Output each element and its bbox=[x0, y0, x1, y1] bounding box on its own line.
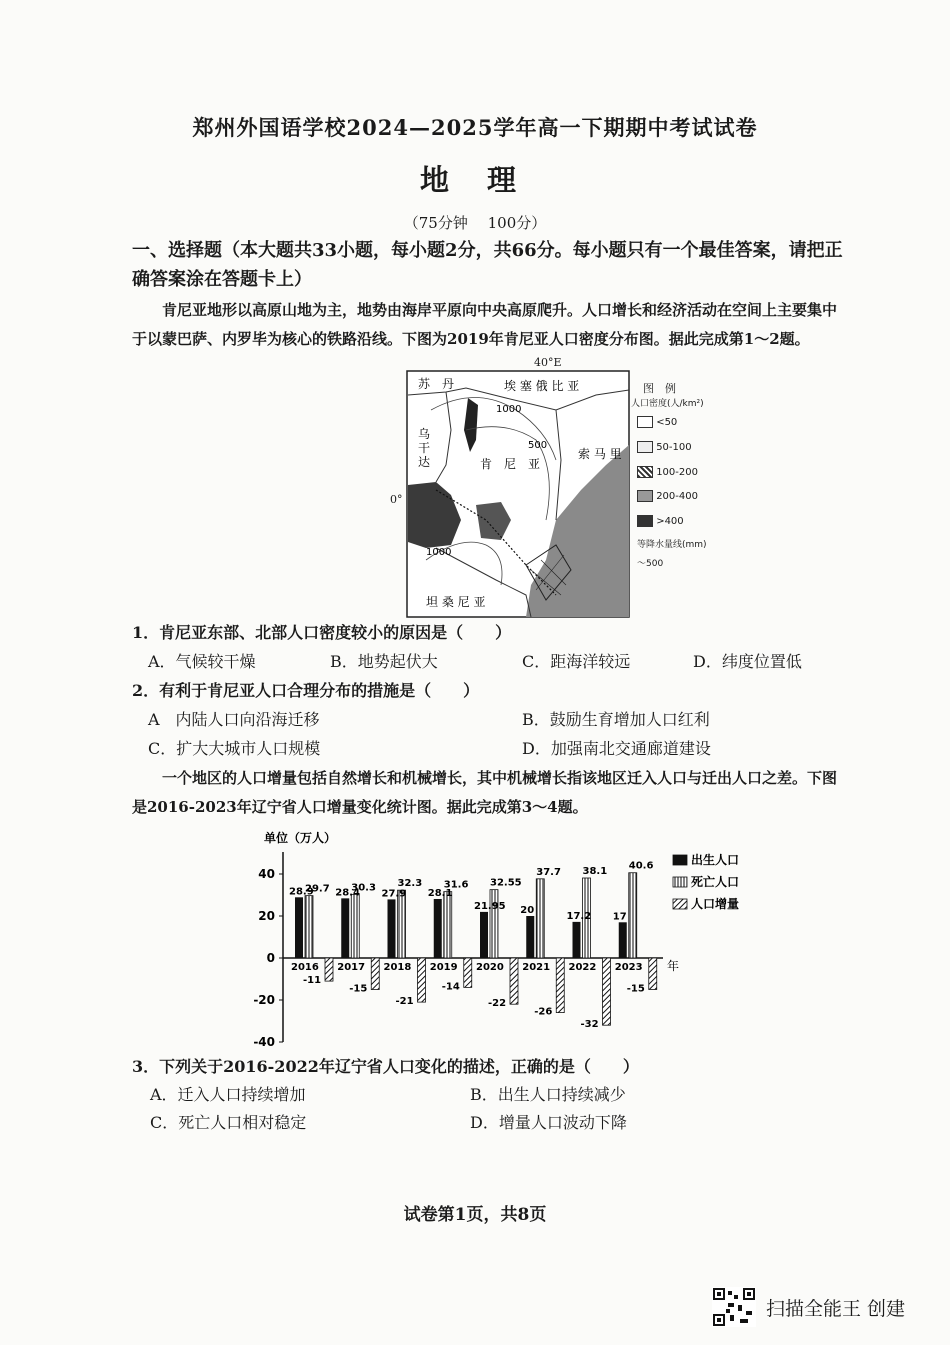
label-kenya: 肯 尼 亚 bbox=[480, 457, 541, 471]
bar-deaths bbox=[305, 896, 313, 958]
isoline-label-1: 1000 bbox=[496, 404, 522, 415]
label-sudan: 苏 丹 bbox=[418, 377, 455, 391]
q1-option-b[interactable]: B．地势起伏大 bbox=[330, 652, 438, 671]
label-increase: -22 bbox=[488, 998, 507, 1010]
label-deaths: 38.1 bbox=[582, 865, 608, 877]
subject-title: 地 理 bbox=[419, 163, 531, 197]
label-deaths: 37.7 bbox=[536, 866, 561, 878]
exam-title: 郑州外国语学校2024—2025学年高一下期期中考试试卷 bbox=[192, 115, 758, 140]
label-increase: -14 bbox=[441, 981, 460, 993]
bar-increase bbox=[649, 958, 657, 990]
label-ethiopia: 埃 塞 俄 比 亚 bbox=[504, 379, 580, 393]
q3-stem: 3．下列关于2016-2022年辽宁省人口变化的描述，正确的是（ ） bbox=[132, 1057, 639, 1076]
label-deaths: 32.55 bbox=[490, 877, 522, 889]
population-chart bbox=[248, 830, 740, 1049]
q1-option-c[interactable]: C．距海洋较远 bbox=[522, 652, 631, 671]
scanner-watermark: 扫描全能王 创建 bbox=[766, 1298, 906, 1320]
label-births: 20 bbox=[520, 905, 535, 916]
bar-births bbox=[388, 899, 396, 958]
bar-increase bbox=[510, 958, 518, 1004]
label-increase: -15 bbox=[626, 983, 645, 995]
legend-swatch bbox=[673, 899, 687, 909]
bar-births bbox=[341, 898, 349, 958]
category-label: 2020 bbox=[476, 962, 504, 973]
x-axis-label: 年 bbox=[667, 959, 680, 973]
label-births: 21.95 bbox=[474, 900, 506, 912]
label-increase: -11 bbox=[303, 975, 322, 987]
label-deaths: 29.7 bbox=[305, 883, 330, 895]
q3-option-d[interactable]: D．增量人口波动下降 bbox=[470, 1113, 627, 1132]
passage-2: 一个地区的人口增量包括自然增长和机械增长，其中机械增长指该地区迁入人口与迁出人口之差。下图是2016-2023年辽宁省人口增量变化统计图。据此完成第3～4题。 bbox=[132, 769, 838, 816]
map-latitude-label: 0° bbox=[390, 493, 403, 506]
category-label: 2023 bbox=[614, 962, 643, 973]
category-label: 2017 bbox=[337, 962, 366, 973]
map-longitude-label: 40°E bbox=[534, 356, 562, 369]
bar-increase bbox=[325, 958, 333, 981]
legend-label: 死亡人口 bbox=[691, 875, 740, 889]
bar-increase bbox=[464, 958, 472, 987]
legend-title: 图 例 bbox=[643, 382, 676, 395]
bar-deaths bbox=[398, 890, 406, 958]
map-legend bbox=[633, 380, 713, 600]
y-tick-label: 20 bbox=[258, 909, 275, 923]
legend-label: 人口增量 bbox=[691, 897, 740, 911]
q2-option-b[interactable]: B．鼓励生育增加人口红利 bbox=[522, 710, 710, 729]
bar-deaths bbox=[629, 873, 637, 958]
label-births: 27.9 bbox=[381, 888, 407, 900]
bar-increase bbox=[418, 958, 426, 1002]
bar-deaths bbox=[536, 879, 544, 958]
q1-option-a[interactable]: A．气候较干燥 bbox=[148, 652, 256, 671]
label-deaths: 31.6 bbox=[443, 879, 469, 891]
q2-option-c[interactable]: C．扩大大城市人口规模 bbox=[148, 739, 321, 758]
bar-births bbox=[526, 916, 534, 958]
bar-increase bbox=[603, 958, 611, 1025]
label-tanzania: 坦 桑 尼 亚 bbox=[426, 595, 486, 609]
legend-item-4: 200-400 bbox=[637, 490, 698, 502]
label-increase: -26 bbox=[534, 1006, 553, 1018]
chart-unit-label: 单位（万人） bbox=[264, 831, 337, 845]
isoline-label-2: 500 bbox=[528, 440, 548, 451]
label-increase: -15 bbox=[349, 983, 368, 995]
bar-increase bbox=[371, 958, 379, 990]
bar-births bbox=[619, 922, 627, 958]
bar-births bbox=[295, 897, 303, 958]
label-deaths: 32.3 bbox=[397, 878, 423, 890]
q1-option-d[interactable]: D．纬度位置低 bbox=[693, 652, 802, 671]
section-heading: 一、选择题（本大题共33小题，每小题2分，共66分。每小题只有一个最佳答案，请把正确答案涂在答题卡上） bbox=[132, 240, 843, 290]
bar-deaths bbox=[490, 890, 498, 958]
legend-isoline-title: 等降水量线(mm) bbox=[637, 540, 707, 550]
label-births: 28.4 bbox=[335, 887, 360, 899]
q2-option-d[interactable]: D．加强南北交通廊道建设 bbox=[522, 739, 711, 758]
isoline-label-3: 1000 bbox=[426, 547, 452, 558]
bar-increase bbox=[556, 958, 564, 1013]
category-label: 2019 bbox=[429, 962, 458, 973]
q3-option-a[interactable]: A．迁入人口持续增加 bbox=[150, 1085, 306, 1104]
y-tick-label: -20 bbox=[253, 993, 275, 1007]
legend-swatch bbox=[673, 877, 687, 887]
label-uganda-2: 干 bbox=[418, 441, 431, 455]
label-uganda-3: 达 bbox=[418, 455, 431, 469]
label-deaths: 40.6 bbox=[628, 860, 654, 872]
category-label: 2018 bbox=[383, 962, 412, 973]
q2-option-a[interactable]: A 内陆人口向沿海迁移 bbox=[148, 710, 320, 729]
legend-swatch bbox=[673, 855, 687, 865]
bar-deaths bbox=[444, 892, 452, 958]
label-births: 28.9 bbox=[289, 886, 314, 898]
q1-stem: 1．肯尼亚东部、北部人口密度较小的原因是（ ） bbox=[132, 623, 512, 642]
q3-option-c[interactable]: C．死亡人口相对稳定 bbox=[150, 1113, 307, 1132]
label-births: 28.1 bbox=[427, 887, 453, 899]
category-label: 2016 bbox=[291, 962, 319, 973]
label-increase: -21 bbox=[395, 996, 414, 1008]
y-tick-label: 0 bbox=[266, 951, 275, 965]
legend-label: 出生人口 bbox=[691, 853, 740, 867]
legend-item-5: >400 bbox=[637, 515, 684, 527]
y-tick-label: -40 bbox=[253, 1035, 275, 1049]
legend-isoline-sample: 〜500 bbox=[637, 559, 664, 569]
label-increase: -32 bbox=[580, 1019, 599, 1031]
bar-births bbox=[573, 922, 581, 958]
kenya-density-map bbox=[406, 370, 631, 618]
category-label: 2022 bbox=[568, 962, 597, 973]
qr-code-icon bbox=[712, 1287, 756, 1327]
bar-births bbox=[434, 899, 442, 958]
legend-density-title: 人口密度(人/km²) bbox=[631, 399, 704, 409]
exam-meta: （75分钟 100分） bbox=[403, 214, 547, 232]
label-deaths: 30.3 bbox=[351, 882, 376, 894]
bar-births bbox=[480, 912, 488, 958]
y-tick-label: 40 bbox=[258, 867, 275, 881]
label-uganda-1: 乌 bbox=[418, 427, 431, 441]
label-births: 17 bbox=[612, 911, 627, 923]
legend-item-3: 100-200 bbox=[637, 466, 698, 478]
label-somalia: 索 马 里 bbox=[578, 447, 622, 461]
legend-item-1: <50 bbox=[637, 416, 677, 428]
passage-1: 肯尼亚地形以高原山地为主，地势由海岸平原向中央高原爬升。人口增长和经济活动在空间上主要集中于以蒙巴萨、内罗毕为核心的铁路沿线。下图为2019年肯尼亚人口密度分布图。据此完成第1～2题。 bbox=[132, 301, 838, 348]
page-footer: 试卷第1页，共8页 bbox=[403, 1205, 547, 1225]
bar-deaths bbox=[351, 894, 359, 958]
q3-option-b[interactable]: B．出生人口持续减少 bbox=[470, 1085, 626, 1104]
legend-item-2: 50-100 bbox=[637, 441, 692, 453]
q2-stem: 2．有利于肯尼亚人口合理分布的措施是（ ） bbox=[132, 681, 480, 700]
category-label: 2021 bbox=[522, 962, 551, 973]
label-births: 17.2 bbox=[566, 910, 592, 922]
